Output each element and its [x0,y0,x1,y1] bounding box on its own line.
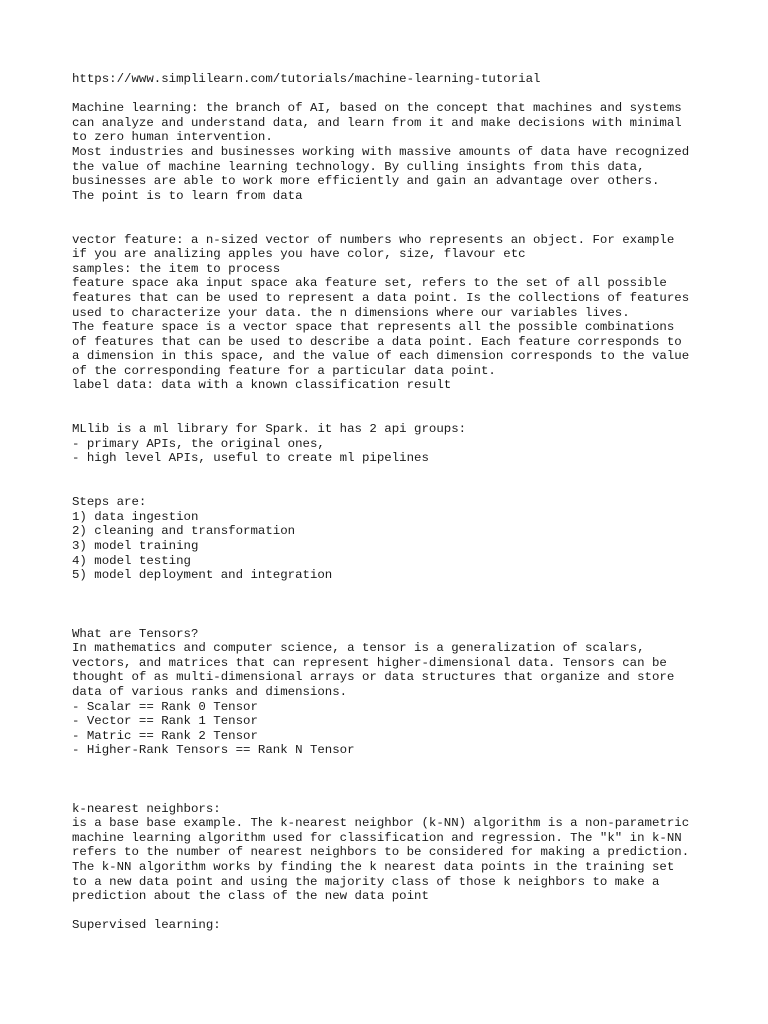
text-line: - Scalar == Rank 0 Tensor [72,699,258,714]
text-line: a dimension in this space, and the value of each dimension corresponds to the value [72,349,690,364]
text-line: 5) model deployment and integration [72,568,333,583]
text-line: feature space aka input space aka feature set, refers to the set of all possible [72,276,667,291]
text-line: features that can be used to represent a data point. Is the collections of features [72,290,690,305]
text-line: Most industries and businesses working with massive amounts of data have recognized [72,144,690,159]
text-line: 2) cleaning and transformation [72,524,296,539]
text-line: label data: data with a known classification result [72,378,452,393]
text-line: 1) data ingestion [72,509,199,524]
blank-line [72,218,752,233]
text-line: businesses are able to work more efficiently and gain an advantage over others. [72,174,660,189]
blank-line [72,408,752,423]
blank-line [72,583,752,598]
text-line: k-nearest neighbors: [72,801,221,816]
text-line: Machine learning: the branch of AI, based on the concept that machines and systems [72,101,682,116]
text-line: - primary APIs, the original ones, [72,436,325,451]
text-line: MLlib is a ml library for Spark. it has 2 api groups: [72,422,467,437]
text-line: thought of as multi-dimensional arrays or data structures that organize and store [72,670,675,685]
blank-line [72,466,752,481]
blank-line [72,612,752,627]
blank-line [72,393,752,408]
text-line: - high level APIs, useful to create ml pipelines [72,451,429,466]
text-line: The point is to learn from data [72,188,303,203]
blank-line [72,87,752,102]
text-line: if you are analizing apples you have color, size, flavour etc [72,247,526,262]
text-line: What are Tensors? [72,626,199,641]
text-line: vector feature: a n-sized vector of numbers who represents an object. For example [72,232,675,247]
text-line: to a new data point and using the majority class of those k neighbors to make a [72,874,660,889]
blank-line [72,787,752,802]
text-line: Supervised learning: [72,918,221,933]
text-line: The k-NN algorithm works by finding the k nearest data points in the training set [72,860,675,875]
text-line: 4) model testing [72,553,191,568]
text-line: the value of machine learning technology. By culling insights from this data, [72,159,645,174]
blank-line [72,597,752,612]
text-line: https://www.simplilearn.com/tutorials/machine-learning-tutorial [72,72,541,86]
text-line: of the corresponding feature for a particular data point. [72,363,496,378]
text-line: machine learning algorithm used for classification and regression. The "k" in k-NN [72,830,682,845]
text-line: The feature space is a vector space that represents all the possible combinations [72,320,675,335]
text-line: samples: the item to process [72,261,281,276]
blank-line [72,904,752,919]
blank-line [72,203,752,218]
text-line: prediction about the class of the new data point [72,889,429,904]
blank-line [72,773,752,788]
text-line: In mathematics and computer science, a tensor is a generalization of scalars, [72,641,645,656]
text-line: used to characterize your data. the n dimensions where our variables lives. [72,305,630,320]
blank-line [72,758,752,773]
text-line: can analyze and understand data, and learn from it and make decisions with minimal [72,115,682,130]
text-line: - Vector == Rank 1 Tensor [72,714,258,729]
text-line: - Higher-Rank Tensors == Rank N Tensor [72,743,355,758]
text-line: is a base base example. The k-nearest neighbor (k-NN) algorithm is a non-parametric [72,816,690,831]
text-line: of features that can be used to describe a data point. Each feature corresponds to [72,334,682,349]
text-line: to zero human intervention. [72,130,273,145]
document-text [72,72,752,933]
text-line: - Matric == Rank 2 Tensor [72,728,258,743]
text-line: 3) model training [72,539,199,553]
text-line: data of various ranks and dimensions. [72,684,348,699]
text-line: refers to the number of nearest neighbors to be considered for making a prediction. [72,845,690,860]
text-line: vectors, and matrices that can represent higher-dimensional data. Tensors can be [72,655,667,670]
blank-line [72,481,752,496]
text-line: Steps are: [72,495,147,510]
